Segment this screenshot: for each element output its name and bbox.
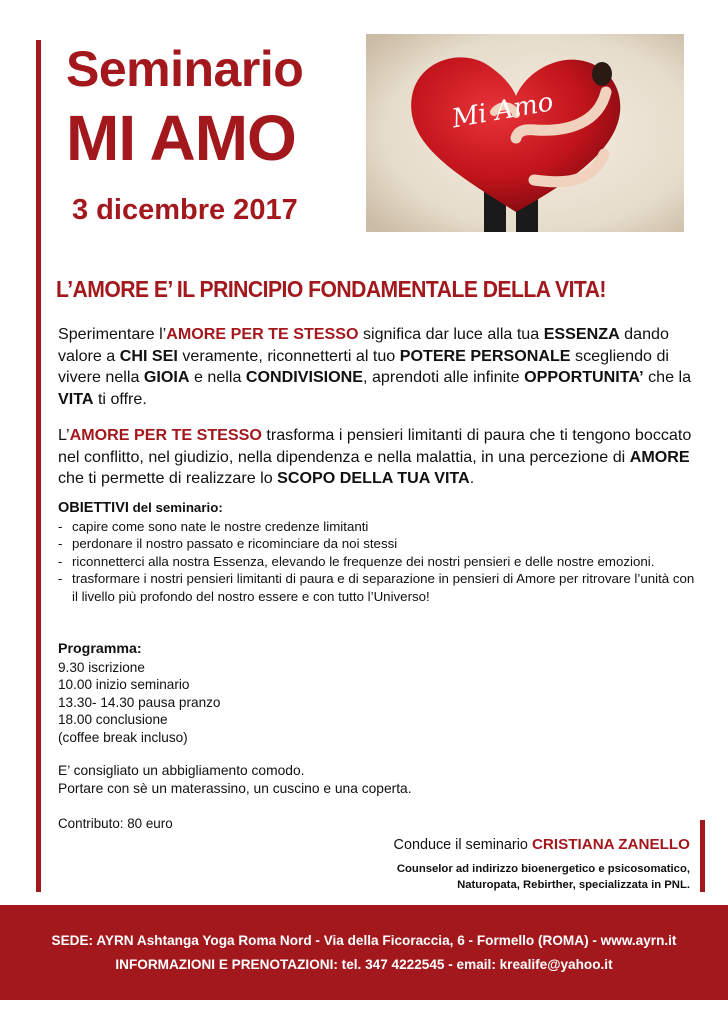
paragraph-2: L’AMORE PER TE STESSO trasforma i pensieri limitanti di paura che ti tengono boccato nel conflitto, nel giudizio, nella dipendenza e nella malattia, in una percezione di AMORE che ti permette di realizzare lo SCOPO DELLA TUA VITA. — [58, 426, 692, 488]
conductor-line: Conduce il seminario CRISTIANA ZANELLO — [393, 836, 690, 853]
advice-line: E’ consigliato un abbigliamento comodo. — [58, 763, 305, 778]
left-accent-bar — [36, 40, 41, 892]
objectives-list — [58, 518, 698, 606]
title-seminario: Seminario — [66, 41, 304, 97]
program-section — [58, 641, 221, 746]
conductor-credentials: Counselor ad indirizzo bioenergetico e psicosomatico, Naturopata, Rebirther, specializzata in PNL. — [396, 863, 690, 891]
event-date: 3 dicembre 2017 — [72, 194, 298, 226]
heart-text: Mi Amo — [449, 87, 556, 135]
footer-venue: SEDE: AYRN Ashtanga Yoga Roma Nord - Via della Ficoraccia, 6 - Formello (ROMA) - www.ayrn.it — [51, 933, 677, 948]
paragraph-1: Sperimentare l’AMORE PER TE STESSO significa dar luce alla tua ESSENZA dando valore a CHI SEI veramente, riconnetterti al tuo POTERE PERSONALE scegliendo di vivere nella GIOIA e nella CONDIVISIONE, aprendoti alle infinite OPPORTUNITA’ che la VITA ti offre. — [58, 325, 692, 408]
contribution: Contributo: 80 euro — [58, 816, 173, 831]
headline: L’AMORE E’ IL PRINCIPIO FONDAMENTALE DELLA VITA! — [56, 276, 606, 302]
conductor-name: CRISTIANA ZANELLO — [531, 836, 690, 853]
list-item: (coffee break incluso) — [58, 729, 188, 745]
heart-hug-image — [366, 34, 684, 232]
list-item: 10.00 inizio seminario — [58, 677, 190, 692]
advice-line: Portare con sè un materassino, un cuscino e una coperta. — [58, 781, 412, 796]
title-mi-amo: MI AMO — [66, 102, 296, 174]
footer-contacts: INFORMAZIONI E PRENOTAZIONI: tel. 347 4222545 - email: krealife@yahoo.it — [115, 957, 613, 972]
list-item: 13.30- 14.30 pausa pranzo — [58, 694, 221, 710]
footer-band — [0, 905, 728, 1000]
list-item: - riconnetterci alla nostra Essenza, elevando le frequenze dei nostri pensieri e delle nostre emozioni. — [58, 553, 698, 571]
objectives-title: OBIETTIVI del seminario: — [58, 500, 223, 516]
list-item: 18.00 conclusione — [58, 712, 168, 727]
list-item: - trasformare i nostri pensieri limitanti di paura e di separazione in pensieri di Amore per ritrovare l’unità con il livello più profondo del nostro essere e con tutto l’Universo! — [58, 570, 698, 605]
program-title: Programma: — [58, 641, 142, 657]
list-item: - capire come sono nate le nostre credenze limitanti — [58, 518, 698, 536]
right-accent-bar — [700, 820, 705, 892]
list-item: - perdonare il nostro passato e ricominciare da noi stessi — [58, 535, 698, 553]
advice-section — [58, 762, 412, 798]
list-item: 9.30 iscrizione — [58, 659, 145, 675]
objectives-section — [58, 499, 698, 605]
